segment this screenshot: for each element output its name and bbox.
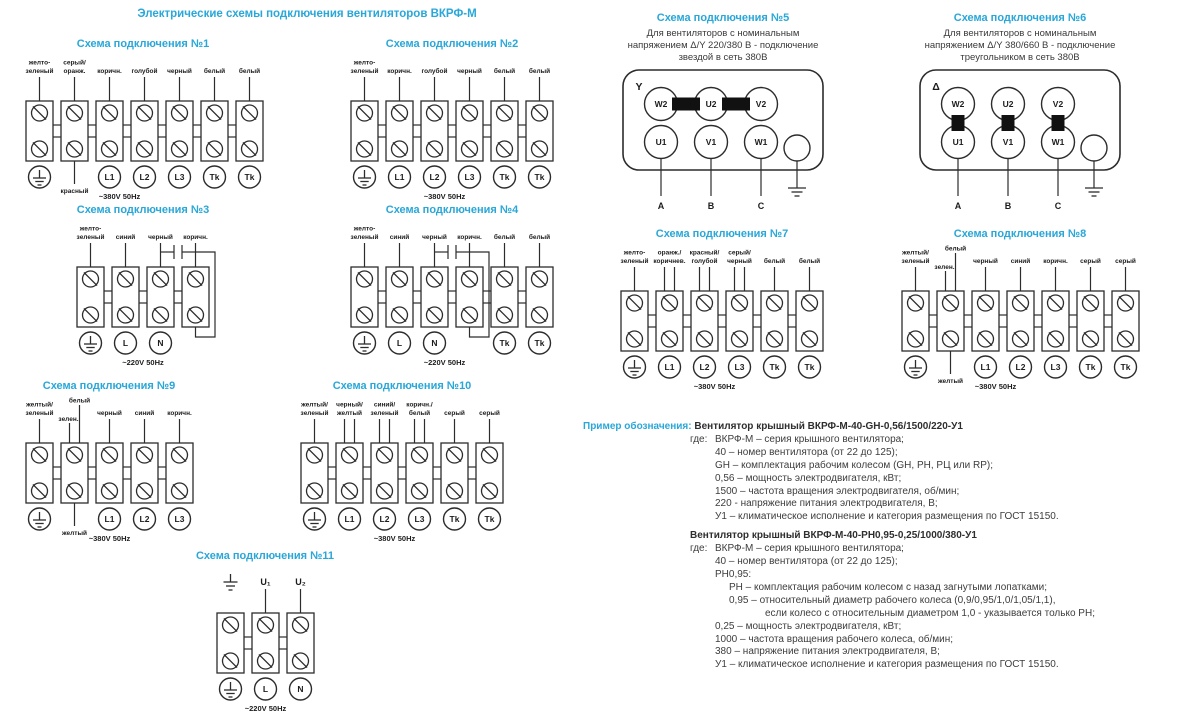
svg-text:синий: синий bbox=[115, 234, 136, 241]
scheme-1-diagram-svg bbox=[14, 53, 275, 203]
svg-text:желто-: желто- bbox=[353, 59, 376, 67]
svg-text:серый/: серый/ bbox=[63, 59, 86, 67]
scheme-2-diagram bbox=[338, 53, 566, 208]
scheme-8-diagram-svg bbox=[890, 243, 1151, 393]
svg-text:синий: синий bbox=[1010, 258, 1030, 265]
svg-text:U1: U1 bbox=[952, 137, 964, 147]
scheme-desc-line: напряжением Δ/Y 380/660 В - подключение bbox=[924, 40, 1116, 51]
svg-text:L2: L2 bbox=[699, 362, 710, 373]
svg-text:голубой: голубой bbox=[691, 258, 718, 265]
example-line: 40 – номер вентилятора (от 22 до 125); bbox=[715, 556, 898, 568]
svg-text:красный: красный bbox=[60, 188, 89, 195]
svg-text:L: L bbox=[122, 338, 129, 349]
svg-text:зеленый: зеленый bbox=[350, 68, 379, 75]
svg-text:B: B bbox=[1004, 201, 1012, 211]
scheme-8 bbox=[885, 228, 1155, 398]
svg-text:Y: Y bbox=[635, 81, 643, 93]
scheme-2-title: Схема подключения №2 bbox=[385, 38, 519, 50]
example-line: 0,56 – мощность электродвигателя, кВт; bbox=[715, 472, 902, 484]
svg-text:L: L bbox=[396, 338, 403, 349]
scheme-desc-line: звездой в сеть 380В bbox=[678, 52, 768, 63]
svg-text:серый: серый bbox=[479, 410, 500, 417]
svg-text:черный: черный bbox=[97, 410, 122, 417]
svg-text:U1: U1 bbox=[655, 137, 667, 147]
example-line: GH – комплектация рабочим колесом (GH, PH, РЦ или RP); bbox=[715, 459, 994, 471]
example-line: РН0,95: bbox=[715, 568, 752, 580]
scheme-6-diagram-svg bbox=[885, 66, 1155, 216]
scheme-10-diagram-svg bbox=[289, 395, 515, 545]
example-line: 0,25 – мощность электродвигателя, кВт; bbox=[715, 620, 902, 632]
scheme-8-diagram bbox=[885, 243, 1155, 398]
scheme-6-title: Схема подключения №6 bbox=[953, 12, 1087, 24]
scheme-1 bbox=[14, 38, 272, 208]
scheme-2 bbox=[338, 38, 566, 208]
svg-text:серый: серый bbox=[1114, 258, 1136, 265]
example-header bbox=[583, 421, 1095, 434]
svg-text:U2: U2 bbox=[1002, 99, 1014, 109]
svg-text:V2: V2 bbox=[1052, 99, 1064, 109]
svg-text:L1: L1 bbox=[394, 172, 405, 183]
example-block-2 bbox=[690, 543, 1095, 672]
svg-text:C: C bbox=[757, 201, 765, 211]
svg-text:L2: L2 bbox=[1015, 362, 1025, 373]
svg-text:~380V 50Hz: ~380V 50Hz bbox=[373, 534, 416, 543]
svg-text:серый: серый bbox=[444, 410, 465, 417]
svg-text:желтый: желтый bbox=[62, 530, 87, 537]
scheme-6-description bbox=[885, 28, 1155, 64]
svg-text:коричн.: коричн. bbox=[1042, 258, 1068, 265]
page-title: Электрические схемы подключения вентиляторов ВКРФ-М bbox=[137, 8, 477, 20]
svg-text:белый: белый bbox=[408, 410, 431, 417]
svg-text:зеленый: зеленый bbox=[370, 410, 399, 417]
scheme-3-diagram bbox=[38, 219, 248, 374]
svg-text:V2: V2 bbox=[755, 99, 767, 109]
svg-text:белый: белый bbox=[528, 234, 551, 241]
scheme-9-diagram bbox=[14, 395, 204, 550]
svg-text:желтый: желтый bbox=[337, 410, 362, 417]
svg-text:~220V 50Hz: ~220V 50Hz bbox=[122, 358, 164, 367]
svg-text:~380V 50Hz: ~380V 50Hz bbox=[88, 534, 131, 543]
svg-text:L3: L3 bbox=[464, 172, 475, 183]
svg-text:V1: V1 bbox=[705, 137, 717, 147]
svg-text:Tk: Tk bbox=[769, 362, 780, 373]
svg-text:черный: черный bbox=[972, 258, 998, 265]
where-label: где: bbox=[690, 543, 708, 555]
where-label: где: bbox=[690, 433, 708, 445]
svg-text:желтый/: желтый/ bbox=[26, 401, 53, 409]
svg-text:~380V 50Hz: ~380V 50Hz bbox=[693, 382, 736, 391]
scheme-3-title: Схема подключения №3 bbox=[76, 204, 210, 216]
scheme-5-diagram-svg bbox=[588, 66, 858, 216]
svg-text:L2: L2 bbox=[379, 514, 390, 525]
scheme-11-title: Схема подключения №11 bbox=[195, 550, 334, 562]
svg-text:Tk: Tk bbox=[534, 338, 545, 349]
svg-text:Tk: Tk bbox=[209, 172, 220, 183]
scheme-5-title: Схема подключения №5 bbox=[656, 12, 790, 24]
example-line: 0,95 – относительный диаметр рабочего колеса (0,9/0,95/1,0/1,05/1,1), bbox=[729, 594, 1056, 606]
scheme-7-diagram-svg bbox=[609, 243, 835, 393]
svg-text:L1: L1 bbox=[344, 514, 355, 525]
svg-text:желтый/: желтый/ bbox=[901, 249, 929, 257]
scheme-desc-line: напряжением Δ/Y 220/380 В - подключение bbox=[627, 40, 819, 51]
svg-text:L2: L2 bbox=[429, 172, 440, 183]
scheme-4-diagram-svg bbox=[339, 219, 565, 369]
svg-text:зеленый: зеленый bbox=[620, 258, 649, 265]
svg-text:W2: W2 bbox=[951, 99, 965, 109]
svg-text:синий/: синий/ bbox=[373, 401, 396, 409]
svg-text:L: L bbox=[262, 684, 268, 695]
svg-text:L1: L1 bbox=[980, 362, 990, 373]
svg-text:желтый: желтый bbox=[937, 378, 963, 385]
svg-text:белый: белый bbox=[944, 245, 966, 253]
svg-text:C: C bbox=[1054, 201, 1062, 211]
svg-text:коричн.: коричн. bbox=[387, 68, 412, 75]
svg-text:L3: L3 bbox=[734, 362, 745, 373]
svg-text:Tk: Tk bbox=[499, 338, 510, 349]
scheme-5 bbox=[588, 12, 858, 221]
svg-text:A: A bbox=[657, 201, 665, 211]
svg-text:черный: черный bbox=[727, 258, 752, 265]
svg-text:N: N bbox=[157, 338, 164, 349]
scheme-1-title: Схема подключения №1 bbox=[76, 38, 210, 50]
svg-text:W1: W1 bbox=[1051, 137, 1065, 147]
svg-text:оранж.: оранж. bbox=[63, 68, 86, 75]
svg-text:белый: белый bbox=[763, 258, 786, 265]
scheme-11-diagram bbox=[130, 565, 400, 720]
example-line: 1000 – частота вращения рабочего колеса, об/мин; bbox=[715, 633, 954, 645]
scheme-4-diagram bbox=[338, 219, 566, 374]
svg-text:W2: W2 bbox=[654, 99, 668, 109]
scheme-11 bbox=[130, 550, 400, 720]
svg-text:L3: L3 bbox=[414, 514, 425, 525]
svg-text:L3: L3 bbox=[174, 514, 185, 525]
scheme-10 bbox=[288, 380, 516, 550]
example-title-2: Вентилятор крышный ВКРФ-М-40-РН0,95-0,25/1000/380-У1 bbox=[690, 530, 977, 542]
svg-text:~220V 50Hz: ~220V 50Hz bbox=[244, 704, 286, 713]
svg-text:L3: L3 bbox=[174, 172, 185, 183]
example-line: РН – комплектация рабочим колесом с назад загнутыми лопатками; bbox=[729, 581, 1048, 593]
scheme-6-diagram bbox=[885, 66, 1155, 221]
svg-text:L1: L1 bbox=[104, 514, 115, 525]
scheme-10-diagram bbox=[288, 395, 516, 550]
svg-text:Tk: Tk bbox=[1120, 362, 1130, 373]
svg-text:красный/: красный/ bbox=[689, 249, 720, 257]
svg-text:L3: L3 bbox=[1050, 362, 1060, 373]
example-line: У1 – климатическое исполнение и категория размещения по ГОСТ 15150. bbox=[715, 511, 1059, 523]
svg-text:желто-: желто- bbox=[28, 59, 51, 67]
scheme-10-title: Схема подключения №10 bbox=[332, 380, 472, 392]
example-line: 1500 – частота вращения электродвигателя, об/мин; bbox=[715, 485, 960, 497]
svg-text:N: N bbox=[296, 684, 304, 695]
svg-text:черный: черный bbox=[148, 234, 173, 241]
scheme-2-diagram-svg bbox=[339, 53, 565, 203]
svg-text:голубой: голубой bbox=[421, 68, 448, 75]
svg-text:белый: белый bbox=[493, 68, 516, 75]
svg-text:Tk: Tk bbox=[804, 362, 815, 373]
svg-text:~380V 50Hz: ~380V 50Hz bbox=[98, 192, 141, 201]
svg-text:коричнев.: коричнев. bbox=[653, 258, 686, 265]
example-line: если колесо с относительным диаметром 1,0 - указывается только РН; bbox=[765, 607, 1095, 619]
scheme-9-title: Схема подключения №9 bbox=[42, 380, 176, 392]
example-title-2-row bbox=[690, 530, 1095, 543]
svg-text:Tk: Tk bbox=[534, 172, 545, 183]
svg-text:Tk: Tk bbox=[1085, 362, 1095, 373]
svg-text:зеленый: зеленый bbox=[25, 68, 54, 75]
svg-text:U₂: U₂ bbox=[294, 577, 306, 587]
svg-text:синий: синий bbox=[389, 234, 410, 241]
svg-text:серый: серый bbox=[1079, 258, 1101, 265]
scheme-desc-line: Для вентиляторов с номинальным bbox=[943, 28, 1097, 39]
svg-text:коричн.: коричн. bbox=[183, 234, 208, 241]
svg-text:~380V 50Hz: ~380V 50Hz bbox=[423, 192, 466, 201]
svg-text:коричн./: коричн./ bbox=[406, 401, 433, 409]
scheme-7-title: Схема подключения №7 bbox=[655, 228, 789, 240]
svg-text:оранж./: оранж./ bbox=[657, 249, 682, 257]
svg-text:V1: V1 bbox=[1002, 137, 1014, 147]
svg-text:U2: U2 bbox=[705, 99, 717, 109]
svg-text:L2: L2 bbox=[139, 172, 150, 183]
svg-text:L1: L1 bbox=[104, 172, 115, 183]
scheme-9 bbox=[14, 380, 204, 550]
example-line: 220 - напряжение питания электродвигателя, В; bbox=[715, 498, 938, 510]
svg-text:зеленый: зеленый bbox=[300, 410, 329, 417]
scheme-desc-line: треугольником в сеть 380В bbox=[960, 52, 1080, 63]
svg-text:B: B bbox=[707, 201, 715, 211]
svg-text:Tk: Tk bbox=[484, 514, 495, 525]
svg-text:Δ: Δ bbox=[932, 81, 940, 93]
svg-text:зеленый: зеленый bbox=[76, 234, 105, 241]
scheme-4 bbox=[338, 204, 566, 374]
svg-text:белый: белый bbox=[528, 68, 551, 75]
svg-text:зеленый: зеленый bbox=[901, 258, 929, 265]
svg-text:зеленый: зеленый bbox=[350, 234, 379, 241]
svg-text:A: A bbox=[954, 201, 962, 211]
svg-text:коричн.: коричн. bbox=[97, 68, 122, 75]
example-line: где: ВКРФ-М – серия крышного вентилятора; bbox=[690, 433, 904, 445]
svg-text:черный: черный bbox=[422, 234, 447, 241]
svg-text:коричн.: коричн. bbox=[457, 234, 482, 241]
svg-text:серый/: серый/ bbox=[728, 249, 751, 257]
scheme-11-diagram-svg bbox=[205, 565, 326, 715]
scheme-8-title: Схема подключения №8 bbox=[953, 228, 1087, 240]
scheme-5-diagram bbox=[588, 66, 858, 221]
svg-text:желто-: желто- bbox=[623, 249, 646, 257]
svg-text:желто-: желто- bbox=[79, 225, 102, 233]
svg-text:N: N bbox=[431, 338, 438, 349]
example-line: где: ВКРФ-М – серия крышного вентилятора; bbox=[690, 543, 904, 555]
svg-text:W1: W1 bbox=[754, 137, 768, 147]
svg-text:L2: L2 bbox=[139, 514, 150, 525]
svg-text:зелен.: зелен. bbox=[58, 416, 79, 423]
svg-text:белый: белый bbox=[68, 397, 91, 405]
scheme-3-diagram-svg bbox=[65, 219, 221, 369]
svg-text:белый: белый bbox=[203, 68, 226, 75]
example-line: 40 – номер вентилятора (от 22 до 125); bbox=[715, 446, 898, 458]
scheme-3 bbox=[38, 204, 248, 374]
svg-text:Tk: Tk bbox=[449, 514, 460, 525]
svg-text:L1: L1 bbox=[664, 362, 675, 373]
scheme-4-title: Схема подключения №4 bbox=[385, 204, 519, 216]
svg-text:черный: черный bbox=[457, 68, 482, 75]
scheme-5-description bbox=[588, 28, 858, 64]
svg-text:~220V 50Hz: ~220V 50Hz bbox=[423, 358, 466, 367]
svg-text:белый: белый bbox=[798, 258, 821, 265]
svg-text:желто-: желто- bbox=[353, 225, 376, 233]
svg-text:белый: белый bbox=[238, 68, 261, 75]
svg-text:~380V 50Hz: ~380V 50Hz bbox=[974, 382, 1016, 391]
svg-text:Tk: Tk bbox=[244, 172, 255, 183]
svg-text:черный: черный bbox=[167, 68, 192, 75]
svg-text:синий: синий bbox=[134, 410, 155, 417]
designation-example bbox=[583, 421, 1095, 672]
svg-text:желтый/: желтый/ bbox=[301, 401, 328, 409]
scheme-7 bbox=[592, 228, 852, 398]
svg-text:белый: белый bbox=[493, 234, 516, 241]
scheme-9-diagram-svg bbox=[14, 395, 205, 545]
svg-text:зелен.: зелен. bbox=[933, 264, 955, 271]
scheme-1-diagram bbox=[14, 53, 272, 208]
example-block-1 bbox=[690, 434, 1095, 524]
scheme-desc-line: Для вентиляторов с номинальным bbox=[646, 28, 800, 39]
svg-text:коричн.: коричн. bbox=[167, 410, 192, 417]
scheme-6 bbox=[885, 12, 1155, 221]
example-line: У1 – климатическое исполнение и категория размещения по ГОСТ 15150. bbox=[715, 659, 1059, 671]
svg-text:U₁: U₁ bbox=[259, 577, 271, 587]
scheme-7-diagram bbox=[592, 243, 852, 398]
svg-text:голубой: голубой bbox=[131, 68, 158, 75]
example-title-1: Вентилятор крышный ВКРФ-М-40-GH-0,56/1500/220-У1 bbox=[694, 421, 963, 432]
example-line: 380 – напряжение питания электродвигателя, В; bbox=[715, 646, 940, 658]
svg-text:черный/: черный/ bbox=[336, 401, 363, 409]
svg-text:Tk: Tk bbox=[499, 172, 510, 183]
example-label: Пример обозначения: bbox=[583, 421, 692, 432]
svg-text:зеленый: зеленый bbox=[25, 410, 54, 417]
